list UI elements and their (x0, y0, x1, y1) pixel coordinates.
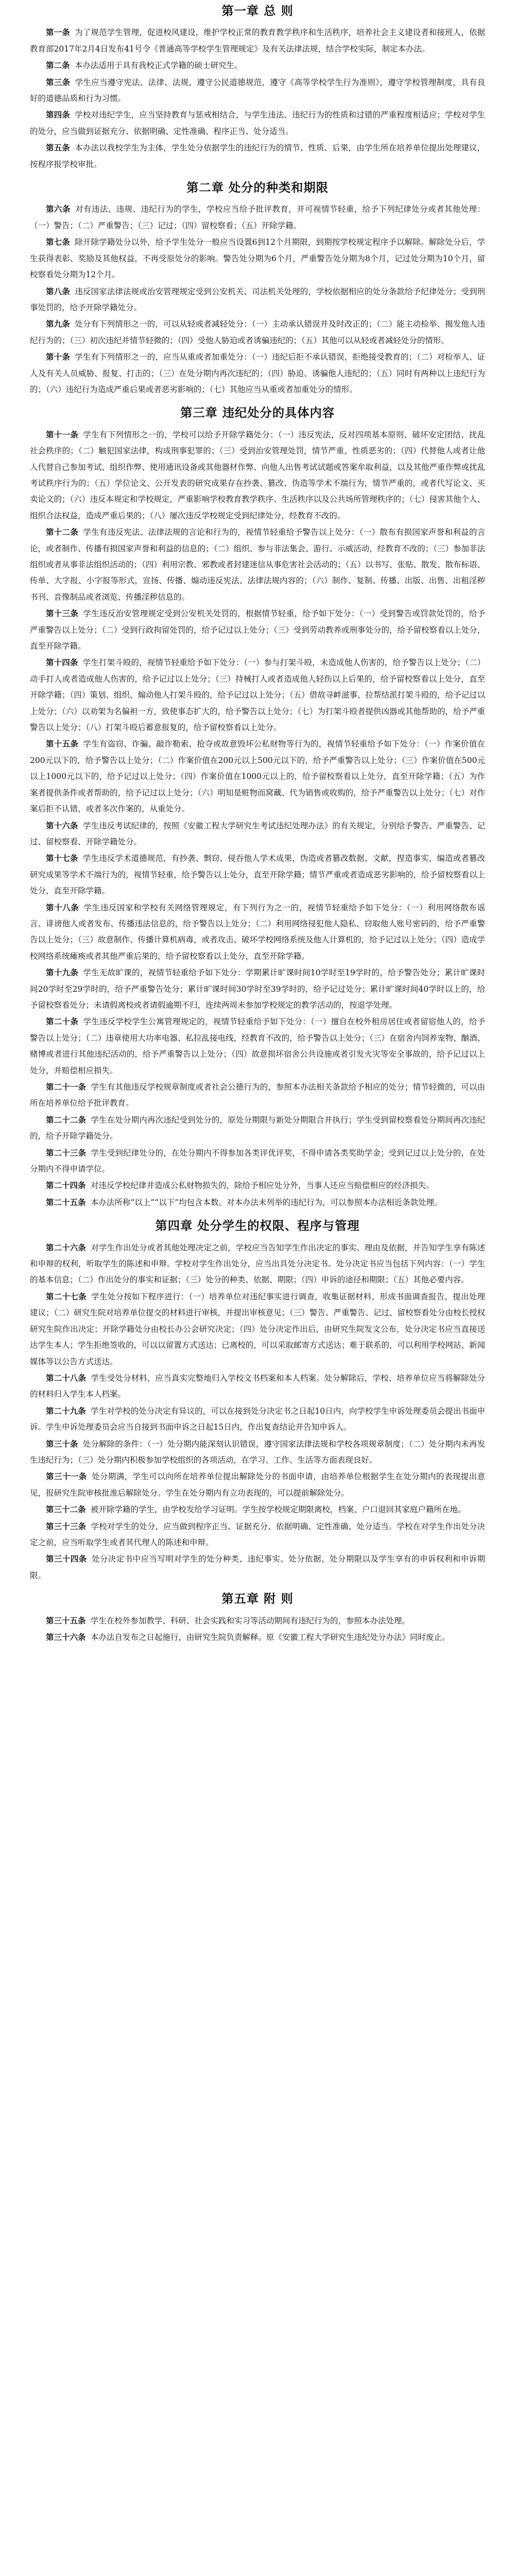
article-text: 本办法以我校学生为主体，学生处分依据学生的违纪行为的情节、性质、后果，由学生所在培养单位提出处理建议，按程序报学校审批。 (30, 143, 485, 169)
article-text: 为了规范学生管理，促进校风建设，维护学校正常的教育教学秩序和生活秩序，培养社会主义建设者和接班人，依据教育部2017年2月4日发布41号令《普通高等学校学生管理规定》及有关法律法规，结合学校实际，制定本办法。 (30, 28, 485, 54)
article-paragraph (30, 1194, 485, 1211)
article-paragraph (30, 1289, 485, 1370)
article-paragraph (30, 1240, 485, 1289)
article-text: 处分决定书中应当写明对学生的处分种类、违纪事实、处分依据、处分期限以及学生享有的申诉权利和申诉期限。 (30, 1554, 485, 1580)
article-text: 学生违反学校学生公寓管理规定的，视情节轻重给予如下处分：（一）擅自在校外租房居住或者留宿他人的，给予警告以上处分；（二）违章使用大功率电器、私拉乱接电线，经教育不改的，给予警告以上处分；（三）在宿舍内饲养宠物、酗酒、赌博或者进行其他违纪活动的，给予严重警告以上处分；（四）故意损坏宿舍公共设施或者引发火灾等安全事故的，给予记过以上处分，并赔偿相应损失。 (30, 1017, 485, 1075)
article-paragraph (30, 1145, 485, 1178)
article-paragraph (30, 1551, 485, 1584)
chapter-heading: 第五章 附 则 (221, 1592, 294, 1606)
article-paragraph (30, 605, 485, 654)
article-paragraph (30, 427, 485, 524)
chapter-heading: 第四章 处分学生的权限、程序与管理 (155, 1219, 360, 1233)
article-number: 第二十七条 (46, 1291, 87, 1301)
article-number: 第八条 (46, 286, 70, 296)
article-number: 第四条 (46, 110, 70, 120)
article-paragraph (30, 283, 485, 316)
article-text: 除开除学籍处分以外，给予学生处分一般应当设置6到12个月期限，到期按学校规定程序予以解除。解除处分后，学生获得表彰、奖励及其他权益，不再受原处分的影响。警告处分期为6个月，严重警告处分期为8个月，记过处分期为10个月，留校察看处分期为12个月。 (30, 238, 485, 280)
article-number: 第三十二条 (46, 1504, 86, 1515)
article-paragraph (30, 140, 485, 173)
article-text: 对学生作出处分或者其他处理决定之前，学校应当告知学生作出决定的事实、理由及依据，并告知学生享有陈述和申辩的权利，听取学生的陈述和申辩。学校对学生作出处分，应当出具处分决定书。处分决定书应当包括下列内容：（一）学生的基本信息；（二）作出处分的事实和证据；（三）处分的种类、依据、期限；（四）申诉的途径和期限；（五）其他必要内容。 (30, 1243, 485, 1285)
article-text: 学生处分按如下程序进行：（一）培养单位对违纪事实进行调查，收集证据材料，形成书面调查报告，提出处理建议；（二）研究生院对培养单位提交的材料进行审核，并提出审核意见；（三）警告、严重警告、记过、留校察看处分由校长授权研究生院作出决定；开除学籍处分由校长办公会研究决定；（四）处分决定作出后，由研究生院发文公布，处分决定书应当直接送达学生本人；学生拒绝签收的，可以以留置方式送达；已离校的，可以采取邮寄方式送达；难于联系的，可以利用学校网站、新闻媒体等以公告方式送达。 (30, 1292, 485, 1366)
article-paragraph (30, 654, 485, 736)
article-number: 第三条 (46, 77, 71, 87)
article-paragraph (30, 1436, 485, 1469)
article-paragraph (30, 1013, 485, 1079)
article-number: 第三十三条 (46, 1521, 87, 1531)
article-number: 第六条 (46, 204, 71, 214)
article-paragraph (30, 24, 485, 57)
article-paragraph (30, 1613, 485, 1629)
article-text: 学校对学生的处分，应当做到程序正当、证据充分、依据明确、定性准确、处分适当。学校在对学生作出处分决定之前，应当听取学生或者其代理人的陈述和申辩。 (30, 1521, 485, 1547)
article-number: 第二十一条 (46, 1082, 87, 1092)
article-text: 学生违反国家和学校有关网络管理规定，有下列行为之一的，视情节轻重给予如下处分：（一）利用网络散布谣言、诽谤他人或者发布、传播违法信息的，给予警告以上处分；（二）利用网络侵犯他人隐私、窃取他人账号密码的，给予严重警告以上处分；（三）故意制作、传播计算机病毒，或者攻击、破坏学校网络系统及他人计算机的，给予记过以上处分；（四）造成学校网络系统瘫痪或者其他严重后果的，给予留校察看以上处分，直至开除学籍。 (30, 903, 485, 961)
article-number: 第十条 (46, 352, 70, 362)
article-number: 第七条 (46, 237, 70, 247)
article-paragraph (30, 201, 485, 234)
article-number: 第十六条 (46, 820, 78, 831)
article-text: 处分期满，学生可以向所在培养单位提出解除处分的书面申请，由培养单位根据学生在处分期内的表现提出意见，报研究生院审核批准后解除处分。学生在处分期内有立功表现的，可以提前解除处分。 (30, 1472, 485, 1498)
article-paragraph (30, 900, 485, 965)
article-text: 学生有盗窃、诈骗、敲诈勒索、抢夺或故意毁坏公私财物等行为的，视情节轻重给予如下处分：（一）作案价值在200元以下的，给予警告以上处分；（二）作案价值在200元以上500元以下的，给予严重警告以上处分；（三）作案价值在500元以上1000元以下的，给予记过以上处分；（四）作案价值在1000元以上的，给予留校察看以上处分，直至开除学籍；（五）为作案者提供条件或者帮助的，给予记过以上处分；（六）明知是赃物而窝藏、代为销售或收购的，给予严重警告以上处分；（七）对作案后拒不认错，或者多次作案的，从重处分。 (30, 739, 485, 814)
article-number: 第二条 (46, 60, 70, 71)
article-number: 第十九条 (46, 968, 79, 978)
article-text: 学生受处分材料，应当真实完整地归入学校文书档案和本人档案。处分解除后，学校、培养单位应当将解除处分的材料归入学生本人档案。 (30, 1373, 485, 1399)
article-paragraph (30, 1079, 485, 1112)
article-number: 第五条 (46, 143, 70, 153)
article-number: 第二十四条 (46, 1180, 86, 1191)
article-number: 第三十六条 (46, 1632, 86, 1642)
chapter-heading: 第二章 处分的种类和期限 (186, 181, 329, 195)
article-text: 学生应当遵守宪法、法律、法规，遵守公民道德规范，遵守《高等学校学生行为准则》，遵守学校管理制度，具有良好的道德品质和行为习惯。 (30, 77, 485, 104)
article-number: 第二十三条 (46, 1147, 87, 1158)
article-number: 第十三条 (46, 608, 79, 619)
article-number: 第三十一条 (46, 1471, 87, 1482)
article-text: 对有违法、违规、违纪行为的学生，学校应当给予批评教育，并可视情节轻重，给予下列纪律处分或者其他处理：（一）警告；（二）严重警告；（三）记过；（四）留校察看；（五）开除学籍。 (30, 205, 485, 230)
article-text: 处分解除的条件：（一）处分期内能深刻认识错误，遵守国家法律法规和学校各项规章制度；（二）处分期内未再发生违纪行为；（三）处分期内积极参加学校组织的各项活动，在学习、工作、生活等方面表现良好。 (30, 1439, 485, 1465)
article-number: 第二十五条 (46, 1197, 86, 1207)
article-number: 第二十六条 (46, 1242, 87, 1252)
article-number: 第三十四条 (46, 1554, 87, 1564)
article-paragraph (30, 524, 485, 605)
article-number: 第二十九条 (46, 1405, 86, 1416)
article-paragraph (30, 1177, 485, 1194)
article-number: 第九条 (46, 319, 70, 329)
article-text: 对违反学校纪律并造成公私财物损失的，除给予相应处分外，当事人还应当赔偿相应的经济损失。 (90, 1181, 434, 1191)
article-paragraph (30, 736, 485, 817)
article-number: 第十五条 (46, 739, 79, 749)
article-text: 被开除学籍的学生，由学校发给学习证明。学生按学校规定期限离校，档案、户口退回其家庭户籍所在地。 (90, 1505, 466, 1515)
article-number: 第二十八条 (46, 1372, 87, 1383)
article-paragraph (30, 234, 485, 283)
article-paragraph (30, 1370, 485, 1403)
article-text: 学生有违反宪法、法律法规的言论和行为的，视情节轻重给予警告以上处分：（一）散布有损国家声誉和利益的言论，或者制作、传播有损国家声誉和利益的信息的；（二）组织、参与非法集会、游行、示威活动，经教育不改的；（三）参加非法组织或者从事非法组织活动的；（四）利用宗教、邪教或者封建迷信从事危害社会活动的；（五）以书写、张贴、散发、散布标语、传单、大字报、小字报等形式，宣扬、传播、煽动违反宪法、法律法规内容的；（六）制作、复制、传播、出版、出售、出租淫秽书刊、音像制品或者浏览、传播淫秽信息的。 (30, 528, 485, 602)
article-text: 学生无故旷课的，视情节轻重给予如下处分：学期累计旷课时间10学时至19学时的，给予警告处分；累计旷课时间20学时至29学时的，给予严重警告处分；累计旷课时间30学时至39学时的，给予记过处分；累计旷课时间40学时以上的，给予留校察看处分；未请假离校或者请假逾期不归，连续两周未参加学校规定的教学活动的，按退学处理。 (30, 968, 485, 1010)
article-number: 第二十二条 (46, 1114, 87, 1125)
article-text: 学生违反治安管理规定受到公安机关处罚的，根据情节轻重，给予如下处分：（一）受到警告或罚款处罚的，给予严重警告以上处分；（二）受到行政拘留处罚的，给予记过以上处分；（三）受到劳动教养或刑事处分的，给予留校察看以上处分，直至开除学籍。 (30, 609, 485, 651)
article-text: 学生打架斗殴的，视情节轻重给予如下处分：（一）参与打架斗殴，未造成他人伤害的，给予警告以上处分；（二）动手打人或者造成他人伤害的，给予记过以上处分；（三）持械打人或者造成他人轻伤以上后果的，给予留校察看以上处分，直至开除学籍；（四）策划、组织、煽动他人打架斗殴的，给予记过以上处分；（五）借故寻衅滋事、拉帮结派打架斗殴的，给予记过以上处分；（六）以劝架为名偏袒一方，致使事态扩大的，给予警告以上处分；（七）为打架斗殴者提供凶器或其他帮助的，给予严重警告以上处分；（八）打架斗殴后蓄意报复的，给予留校察看以上处分。 (30, 658, 485, 733)
article-number: 第十二条 (46, 527, 79, 537)
article-number: 第三十五条 (46, 1615, 86, 1625)
article-text: 学生有下列情形之一的，应当从重或者加重处分：（一）违纪后拒不承认错误，拒绝接受教育的；（二）对检举人、证人及有关人员威胁、报复、打击的；（三）在处分期内再次违纪的；（四）胁迫、诱骗他人违纪的；（五）同时有两种以上违纪行为的；（六）违纪行为造成严重后果或者恶劣影响的；（七）其他应当从重或者加重处分的情形。 (30, 352, 485, 394)
article-text: 学生受到纪律处分的，在处分期内不得参加各类评优评奖，不得申请各类奖助学金；受到记过以上处分的，在处分期内不得申请学位。 (30, 1148, 485, 1174)
article-text: 学生在校外参加教学、科研、社会实践和实习等活动期间有违纪行为的，参照本办法处理。 (90, 1616, 410, 1625)
article-text: 学生有其他违反学校规章制度或者社会公德行为的，参照本办法相关条款给予相应的处分；情节轻微的，可以由所在培养单位给予批评教育。 (30, 1082, 485, 1108)
article-text: 违反国家法律法规或治安管理规定受到公安机关、司法机关处理的，学校依据相应的处分条款给予纪律处分；受到刑事处罚的，给予开除学籍处分。 (30, 286, 485, 312)
article-text: 学校对违纪学生，应当坚持教育与惩戒相结合，与学生违法、违纪行为的性质和过错的严重程度相适应；学校对学生的处分，应当做到证据充分、依据明确、定性准确、程序正当、处分适当。 (30, 110, 485, 136)
chapter-heading: 第三章 违纪处分的具体内容 (180, 406, 335, 420)
article-paragraph (30, 964, 485, 1013)
article-text: 本办法自发布之日起施行，由研究生院负责解释。原《安徽工程大学研究生违纪处分办法》同时废止。 (90, 1633, 450, 1642)
article-paragraph (30, 57, 485, 74)
article-paragraph (30, 1403, 485, 1436)
article-text: 学生违反考试纪律的，按照《安徽工程大学研究生考试违纪处理办法》的有关规定，分别给予警告、严重警告、记过、留校察看、开除学籍处分。 (30, 821, 485, 846)
article-paragraph (30, 1629, 485, 1646)
article-paragraph (30, 1468, 485, 1501)
article-number: 第十七条 (46, 853, 78, 863)
article-paragraph (30, 818, 485, 851)
article-number: 第十八条 (46, 902, 79, 912)
article-text: 处分有下列情形之一的，可以从轻或者减轻处分：（一）主动承认错误并及时改正的；（二）能主动检举、揭发他人违纪行为的；（三）初次违纪并情节轻微的；（四）受他人胁迫或者诱骗违纪的；（五）其他可以从轻或者减轻处分的情形。 (30, 319, 485, 345)
article-number: 第十四条 (46, 657, 78, 668)
article-paragraph (30, 107, 485, 140)
chapter-heading: 第一章 总 则 (221, 4, 294, 18)
article-paragraph (30, 316, 485, 349)
article-text: 学生对学校的处分决定有异议的，可以在接到处分决定书之日起10日内，向学校学生申诉处理委员会提出书面申诉。学生申诉处理委员会应当自接到书面申诉之日起15日内，作出复查结论并告知申诉人。 (30, 1406, 485, 1432)
article-text: 本办法所称“以上”“以下”均包含本数。对本办法未列举的违纪行为，可以参照本办法相近条款处理。 (90, 1197, 442, 1207)
article-paragraph (30, 1518, 485, 1551)
article-paragraph (30, 349, 485, 398)
article-number: 第三十条 (46, 1438, 78, 1449)
article-number: 第十一条 (46, 429, 79, 439)
article-text: 本办法适用于具有我校正式学籍的硕士研究生。 (74, 61, 243, 71)
article-number: 第二十条 (46, 1016, 79, 1027)
article-paragraph (30, 850, 485, 899)
article-text: 学生在处分期内再次违纪受到处分的，原处分期限与新处分期限合并执行；学生受到留校察看处分期间再次违纪的，给予开除学籍处分。 (30, 1115, 485, 1141)
article-paragraph (30, 1501, 485, 1518)
article-text: 学生违反学术道德规范，有抄袭、剽窃、侵吞他人学术成果，伪造或者篡改数据、文献，捏造事实，编造或者篡改研究成果等学术不端行为的，视情节轻重，给予警告以上处分，直至开除学籍；情节严重或者造成恶劣影响的，给予留校察看以上处分，直至开除学籍。 (30, 854, 485, 896)
article-paragraph (30, 74, 485, 107)
article-paragraph (30, 1112, 485, 1145)
article-number: 第一条 (46, 27, 70, 38)
article-text: 学生有下列情形之一的，学校可以给予开除学籍处分：（一）违反宪法，反对四项基本原则、破坏安定团结、扰乱社会秩序的；（二）触犯国家法律，构成刑事犯罪的；（三）受到治安管理处罚，情节严重、性质恶劣的；（四）代替他人或者让他人代替自己参加考试、组织作弊、使用通讯设备或其他器材作弊、向他人出售考试试题或答案牟取利益，以及其他严重作弊或扰乱考试秩序行为的；（五）学位论文、公开发表的研究成果存在抄袭、篡改、伪造等学术不端行为，情节严重的，或者代写论文、买卖论文的；（六）违反本规定和学校规定，严重影响学校教育教学秩序、生活秩序以及公共场所管理秩序的；（七）侵害其他个人、组织合法权益，造成严重后果的；（八）屡次违反学校规定受到纪律处分，经教育不改的。 (30, 430, 485, 520)
